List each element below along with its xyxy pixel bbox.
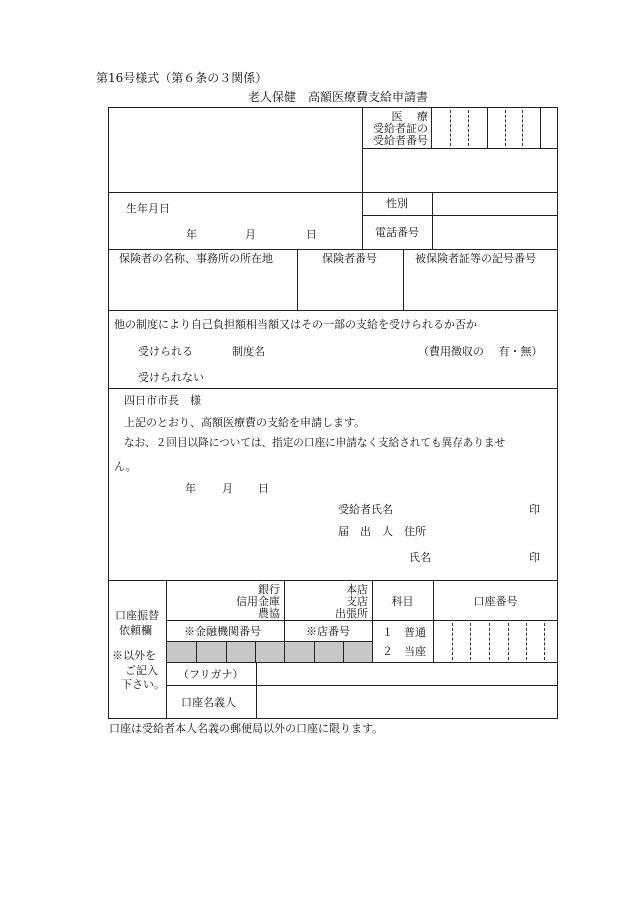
recipient-label-line1: 医 療 <box>391 110 428 123</box>
account-holder-input[interactable] <box>257 686 557 718</box>
can-receive-option[interactable]: 受けられる <box>138 345 193 358</box>
account-transfer-label-line2: 依頼欄 <box>119 624 152 637</box>
divider <box>372 580 373 662</box>
account-type-current[interactable]: ２ 当座 <box>382 645 426 658</box>
form-number: 第16号様式（第６条の３関係） <box>96 71 268 85</box>
seal-mark: 印 <box>529 503 540 516</box>
divider <box>297 249 298 310</box>
cell-divider <box>226 641 227 662</box>
branch-code-label: ※店番号 <box>306 625 350 638</box>
date-month-unit: 月 <box>222 482 233 495</box>
cell-divider <box>343 641 344 662</box>
name-address-area[interactable] <box>108 108 362 192</box>
account-number-label: 口座番号 <box>473 595 518 608</box>
recipient-number-input[interactable] <box>432 108 557 148</box>
insurer-number-label: 保険者番号 <box>322 252 377 265</box>
phone-label: 電話番号 <box>375 226 419 239</box>
other-system-question: 他の制度により自己負担額相当額又はその一部の支給を受けられるか否か <box>114 318 477 331</box>
recipient-label-line2: 受給者証の <box>373 122 428 135</box>
birth-month-unit: 月 <box>245 228 256 241</box>
account-holder-label: 口座名義人 <box>181 696 236 709</box>
footer-note: 口座は受給者本人名義の郵便局以外の口座に限ります。 <box>109 722 384 735</box>
account-number-input[interactable] <box>434 621 557 662</box>
notifier-address-label: 届 出 人 住所 <box>338 525 426 538</box>
account-transfer-label-line1: 口座振替 <box>115 609 159 622</box>
recipient-label-line3: 受給者番号 <box>373 134 428 147</box>
divider <box>108 580 558 581</box>
form-title: 老人保健 高額医療費支給申請書 <box>248 90 429 104</box>
insurer-name-label: 保険者の名称、事務所の所在地 <box>119 252 273 265</box>
branch-type-line2: 支店 <box>346 595 368 608</box>
birthdate-label: 生年月日 <box>126 202 170 215</box>
application-text-line1: 上記のとおり、高額医療費の支給を申請します。 <box>124 416 366 429</box>
insured-card-label: 被保険者証等の記号番号 <box>415 252 536 265</box>
institution-code-label: ※金融機関番号 <box>184 625 261 638</box>
furigana-label: （フリガナ） <box>178 668 244 681</box>
note-line2: ご記入 <box>125 664 158 677</box>
divider <box>108 310 558 311</box>
note-line3: 下さい。 <box>121 678 165 691</box>
addressee: 四日市市長 様 <box>124 394 201 407</box>
note-line1: ※以外を <box>112 649 156 662</box>
furigana-input[interactable] <box>257 663 557 685</box>
recipient-name-label: 受給者氏名 <box>338 503 393 516</box>
account-type-ordinary[interactable]: １ 普通 <box>382 626 426 639</box>
date-year-unit: 年 <box>185 482 196 495</box>
bank-type-line2: 信用金庫 <box>236 595 280 608</box>
seal-mark: 印 <box>529 551 540 564</box>
branch-type-line3: 出張所 <box>335 607 368 620</box>
branch-code-cells[interactable] <box>285 642 372 662</box>
birth-year-unit: 年 <box>186 228 197 241</box>
sex-field[interactable] <box>433 193 557 215</box>
divider <box>403 249 404 310</box>
bank-type-line1: 銀行 <box>258 583 280 596</box>
fee-collection-choice[interactable]: （費用徴収の 有・無） <box>418 345 543 358</box>
phone-field[interactable] <box>433 216 557 249</box>
birth-day-unit: 日 <box>306 228 317 241</box>
application-text-line3: ん。 <box>114 460 137 473</box>
cell-divider <box>196 641 197 662</box>
sex-label: 性別 <box>386 197 408 210</box>
application-text-line2: なお、２回目以降については、指定の口座に申請なく支給されても異存ありませ <box>124 437 506 449</box>
system-name-label: 制度名 <box>232 345 265 358</box>
branch-type-line1: 本店 <box>346 583 368 596</box>
subject-label: 科目 <box>391 595 414 608</box>
cell-divider <box>314 641 315 662</box>
notifier-name-label: 氏名 <box>409 551 431 564</box>
bank-type-line3: 農協 <box>258 607 280 620</box>
divider <box>362 148 558 149</box>
divider <box>108 388 558 389</box>
divider <box>108 249 558 250</box>
cannot-receive-option[interactable]: 受けられない <box>138 371 204 384</box>
date-day-unit: 日 <box>258 482 269 495</box>
cell-divider <box>255 641 256 662</box>
